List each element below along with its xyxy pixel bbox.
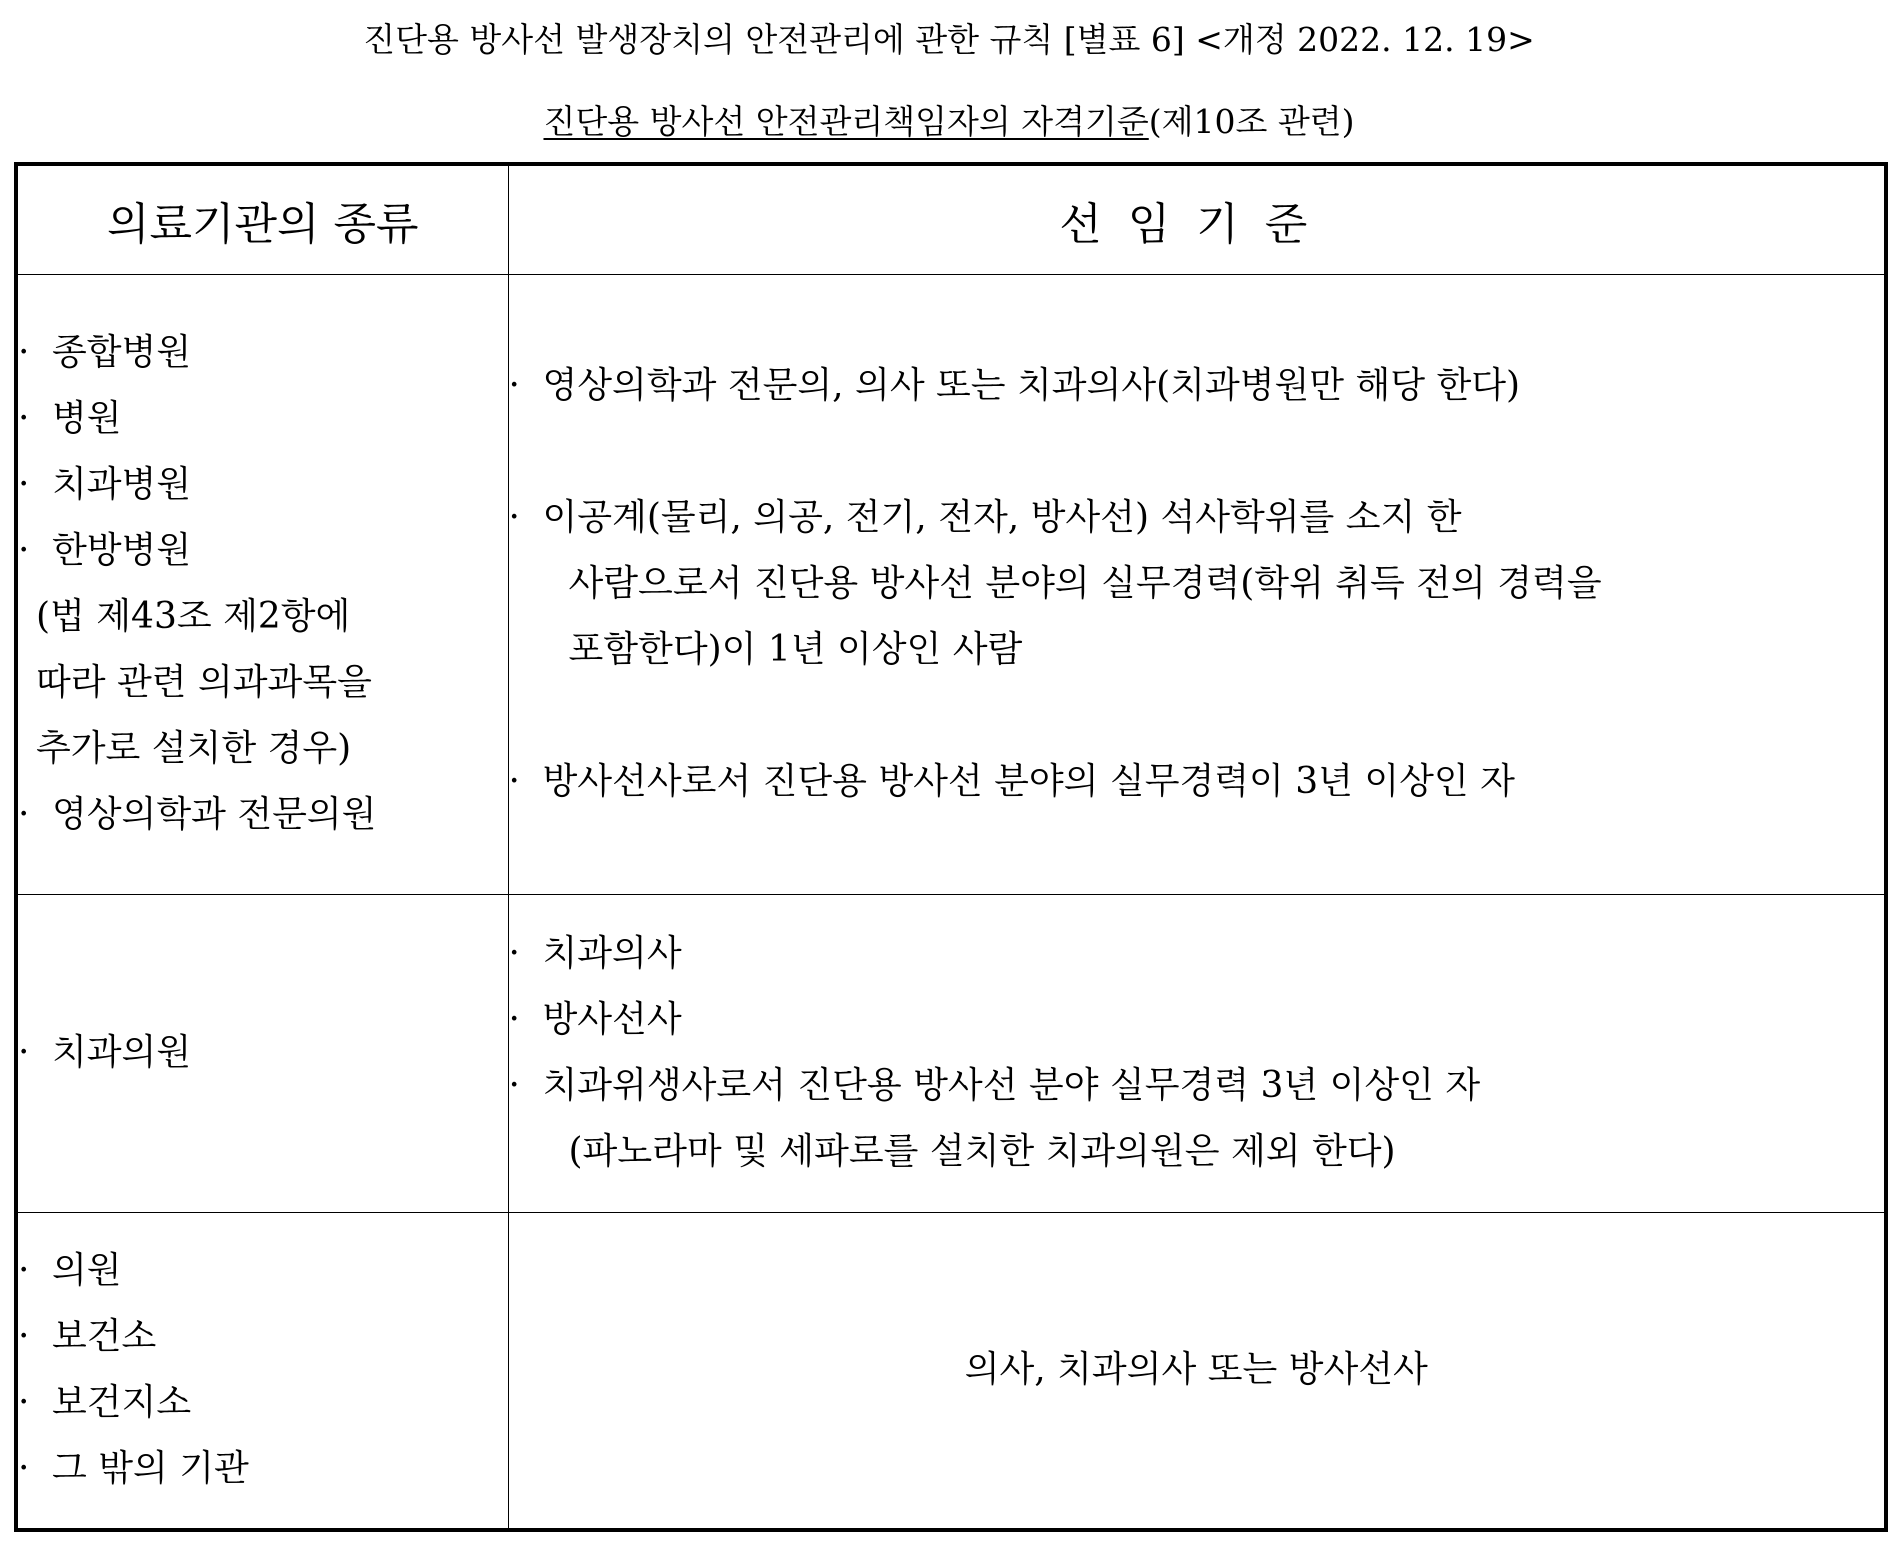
- table-title-article: (제10조 관련): [1148, 102, 1355, 141]
- document-title: 진단용 방사선 발생장치의 안전관리에 관한 규칙 [별표 6] <개정 2022. 12. 19>: [363, 20, 1535, 59]
- list-item: · 종합병원: [18, 332, 192, 373]
- list-item: · 치과의원: [18, 1032, 192, 1073]
- institution-note: 따라 관련 의과과목을: [36, 662, 372, 703]
- table-row: [16, 894, 1886, 1212]
- list-item: · 그 밖의 기관: [18, 1448, 249, 1490]
- institution-note: 추가로 설치한 경우): [36, 728, 352, 769]
- list-item: · 치과병원: [18, 464, 192, 505]
- criteria-item-continued: 사람으로서 진단용 방사선 분야의 실무경력(학위 취득 전의 경력을: [568, 563, 1602, 604]
- criteria-item-continued: 포함한다)이 1년 이상인 사람: [568, 629, 1023, 670]
- institution-list: [18, 320, 508, 848]
- institution-cell: [16, 274, 508, 894]
- qualification-table: [14, 162, 1888, 1532]
- institution-cell: [16, 1212, 508, 1530]
- header-row: [16, 164, 1886, 274]
- criteria-item: · 치과의사: [508, 933, 682, 974]
- table-title-underlined: 진단용 방사선 안전관리책임자의 자격기준: [543, 102, 1149, 141]
- table-row: [16, 274, 1886, 894]
- criteria-list: [509, 353, 1885, 815]
- institution-cell: [16, 894, 508, 1212]
- header-institution-type: 의료기관의 종류: [16, 164, 508, 274]
- criteria-item: · 방사선사: [508, 999, 682, 1040]
- criteria-item: · 영상의학과 전문의, 의사 또는 치과의사(치과병원만 해당 한다): [508, 365, 1521, 406]
- criteria-item-continued: (파노라마 및 세파로를 설치한 치과의원은 제외 한다): [568, 1131, 1396, 1172]
- table-row: [16, 1212, 1886, 1530]
- criteria-item: · 치과위생사로서 진단용 방사선 분야 실무경력 3년 이상인 자: [508, 1065, 1481, 1106]
- table-title: [0, 96, 1898, 148]
- criteria-item: · 방사선사로서 진단용 방사선 분야의 실무경력이 3년 이상인 자: [508, 761, 1515, 802]
- criteria-item: · 이공계(물리, 의공, 전기, 전자, 방사선) 석사학위를 소지 한: [508, 497, 1462, 538]
- list-item: · 보건소: [18, 1316, 157, 1358]
- list-item: · 보건지소: [18, 1382, 192, 1424]
- list-item: · 의원: [18, 1250, 122, 1292]
- criteria-cell: [508, 1212, 1886, 1530]
- institution-list: [18, 1020, 508, 1086]
- criteria-list: [509, 921, 1885, 1185]
- criteria-text: 의사, 치과의사 또는 방사선사: [964, 1349, 1428, 1391]
- criteria-cell: [508, 894, 1886, 1212]
- list-item: · 영상의학과 전문의원: [18, 794, 377, 835]
- institution-list: [18, 1238, 508, 1502]
- list-item: · 병원: [18, 398, 122, 439]
- institution-note: (법 제43조 제2항에: [36, 596, 351, 637]
- header-criteria: 선임기준: [508, 164, 1886, 274]
- criteria-cell: [508, 274, 1886, 894]
- list-item: · 한방병원: [18, 530, 192, 571]
